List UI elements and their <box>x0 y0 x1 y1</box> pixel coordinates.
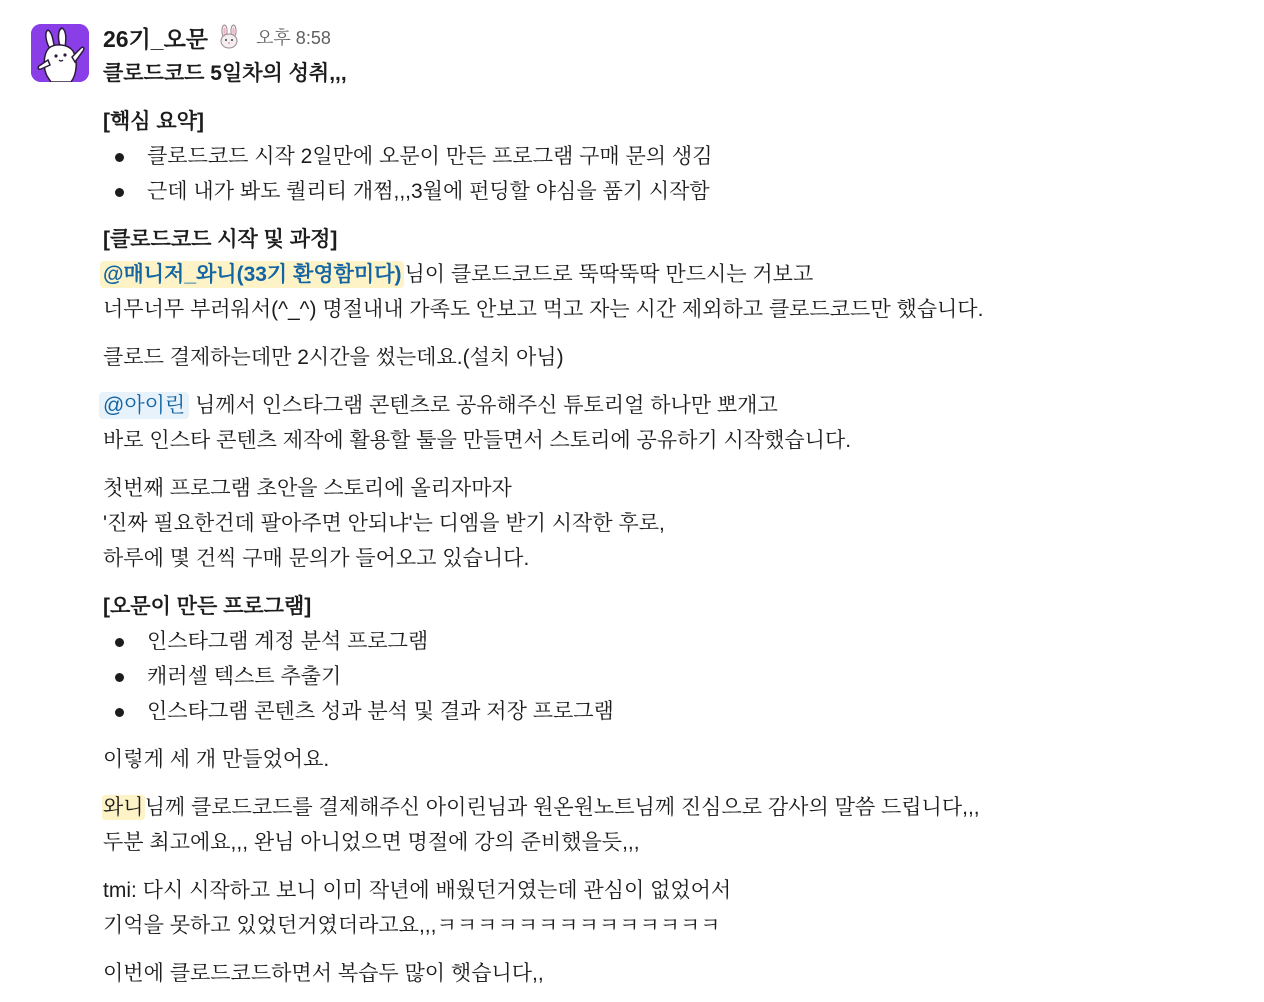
bullet-icon <box>115 708 124 717</box>
summary-list <box>103 139 1233 209</box>
list-item <box>103 694 1233 729</box>
list-item <box>103 659 1233 694</box>
section-heading-programs: [오문이 만든 프로그램] <box>103 595 312 618</box>
section-heading-process: [클로드코드 시작 및 과정] <box>103 228 338 251</box>
avatar[interactable] <box>31 24 89 82</box>
paragraph-text: 님께서 인스타그램 콘텐츠로 공유해주신 튜토리얼 하나만 뽀개고 <box>189 394 778 417</box>
timestamp[interactable]: 오후 8:58 <box>256 28 331 48</box>
paragraph-7-line-1: tmi: 다시 시작하고 보니 이미 작년에 배웠던거였는데 관심이 없었어서 <box>103 879 732 902</box>
programs-list <box>103 624 1233 729</box>
paragraph-3 <box>103 388 1233 423</box>
keyword-highlight: 와니 <box>103 796 144 819</box>
message-title: 클로드코드 5일차의 성취,,, <box>103 62 347 85</box>
username[interactable]: 26기_오문 <box>103 25 209 52</box>
bullet-icon <box>115 638 124 647</box>
list-item <box>103 624 1233 659</box>
list-item-text: 캐러셀 텍스트 추출기 <box>147 665 342 688</box>
message-header <box>103 18 1233 56</box>
paragraph-8: 이번에 클로드코드하면서 복습두 많이 햇습니다,, <box>103 962 544 985</box>
bullet-icon <box>115 673 124 682</box>
paragraph-text: 님께 클로드코드를 결제해주신 아이린님과 원온원노트님께 진심으로 감사의 말씀 드립니다,,, <box>144 796 980 819</box>
paragraph-7-line-2: 기억을 못하고 있었던거였더라고요,,,ㅋㅋㅋㅋㅋㅋㅋㅋㅋㅋㅋㅋㅋㅋ <box>103 914 721 937</box>
rabbit-face-icon <box>216 24 242 50</box>
paragraph-4-line-2: '진짜 필요한건데 팔아주면 안되냐'는 디엠을 받기 시작한 후로, <box>103 512 665 535</box>
mention-irene[interactable]: @아이린 <box>99 392 189 419</box>
paragraph-4-line-3: 하루에 몇 건씩 구매 문의가 들어오고 있습니다. <box>103 547 530 570</box>
list-item-text: 인스타그램 계정 분석 프로그램 <box>147 630 429 653</box>
section-heading-summary: [핵심 요약] <box>103 110 204 133</box>
list-item <box>103 174 1233 209</box>
paragraph-text: 님이 클로드코드로 뚝딱뚝딱 만드시는 거보고 <box>404 263 814 286</box>
paragraph-5: 이렇게 세 개 만들었어요. <box>103 748 330 771</box>
paragraph-1 <box>103 257 1233 292</box>
paragraph-3-line-2: 바로 인스타 콘텐츠 제작에 활용할 툴을 만들면서 스토리에 공유하기 시작했습니다. <box>103 429 852 452</box>
paragraph-6-line-2: 두분 최고에요,,, 완님 아니었으면 명절에 강의 준비했을듯,,, <box>103 831 640 854</box>
mention-wani[interactable]: @매니저_와니(33기 환영함미다) <box>100 261 404 288</box>
list-item <box>103 139 1233 174</box>
paragraph-4-line-1: 첫번째 프로그램 초안을 스토리에 올리자마자 <box>103 477 512 500</box>
message-content <box>103 18 1233 991</box>
paragraph-1-line-2: 너무너무 부러워서(^_^) 명절내내 가족도 안보고 먹고 자는 시간 제외하고 클로드코드만 했습니다. <box>103 298 984 321</box>
rabbit-avatar-icon <box>31 24 89 82</box>
paragraph-6 <box>103 790 1233 825</box>
list-item-text: 근데 내가 봐도 퀄리티 개쩜,,,3월에 펀딩할 야심을 품기 시작함 <box>147 180 710 203</box>
bullet-icon <box>115 153 124 162</box>
paragraph-2: 클로드 결제하는데만 2시간을 썼는데요.(설치 아님) <box>103 346 564 369</box>
bullet-icon <box>115 188 124 197</box>
list-item-text: 인스타그램 콘텐츠 성과 분석 및 결과 저장 프로그램 <box>147 700 614 723</box>
list-item-text: 클로드코드 시작 2일만에 오문이 만든 프로그램 구매 문의 생김 <box>147 145 713 168</box>
